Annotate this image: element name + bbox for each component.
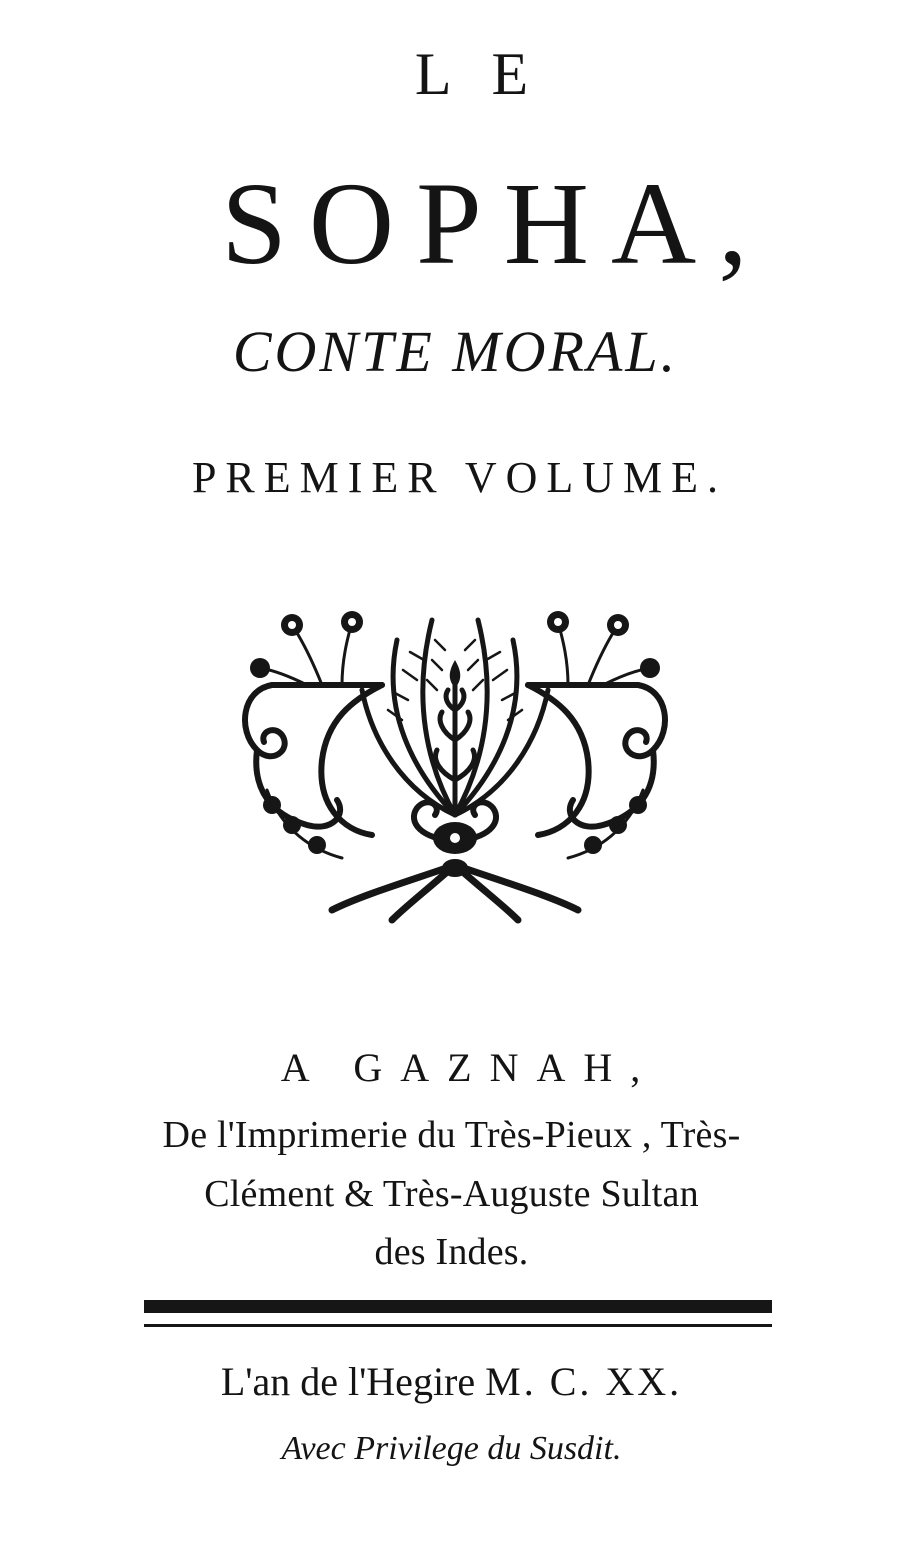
year-roman-numeral: M. C. XX. [485, 1359, 683, 1404]
publication-year [0, 1358, 903, 1405]
thick-rule [144, 1300, 772, 1313]
thin-rule [144, 1324, 772, 1327]
book-subtitle: CONTE MORAL. [232, 319, 679, 384]
year-prefix: L'an de l'Hegire [220, 1359, 476, 1404]
title-article: LE [414, 41, 569, 107]
privilege-notice: Avec Privilege du Susdit. [281, 1430, 622, 1467]
imprint-line: Clément & Très-Auguste Sultan [204, 1173, 699, 1215]
book-title: SOPHA, [221, 158, 770, 289]
imprint-line: des Indes. [374, 1231, 529, 1273]
place-of-publication: A GAZNAH, [280, 1045, 659, 1090]
imprint-line: De l'Imprimerie du Très-Pieux , Très- [162, 1114, 741, 1156]
floral-vase-ornament-icon [232, 600, 678, 938]
volume-label: PREMIER VOLUME. [191, 453, 728, 502]
